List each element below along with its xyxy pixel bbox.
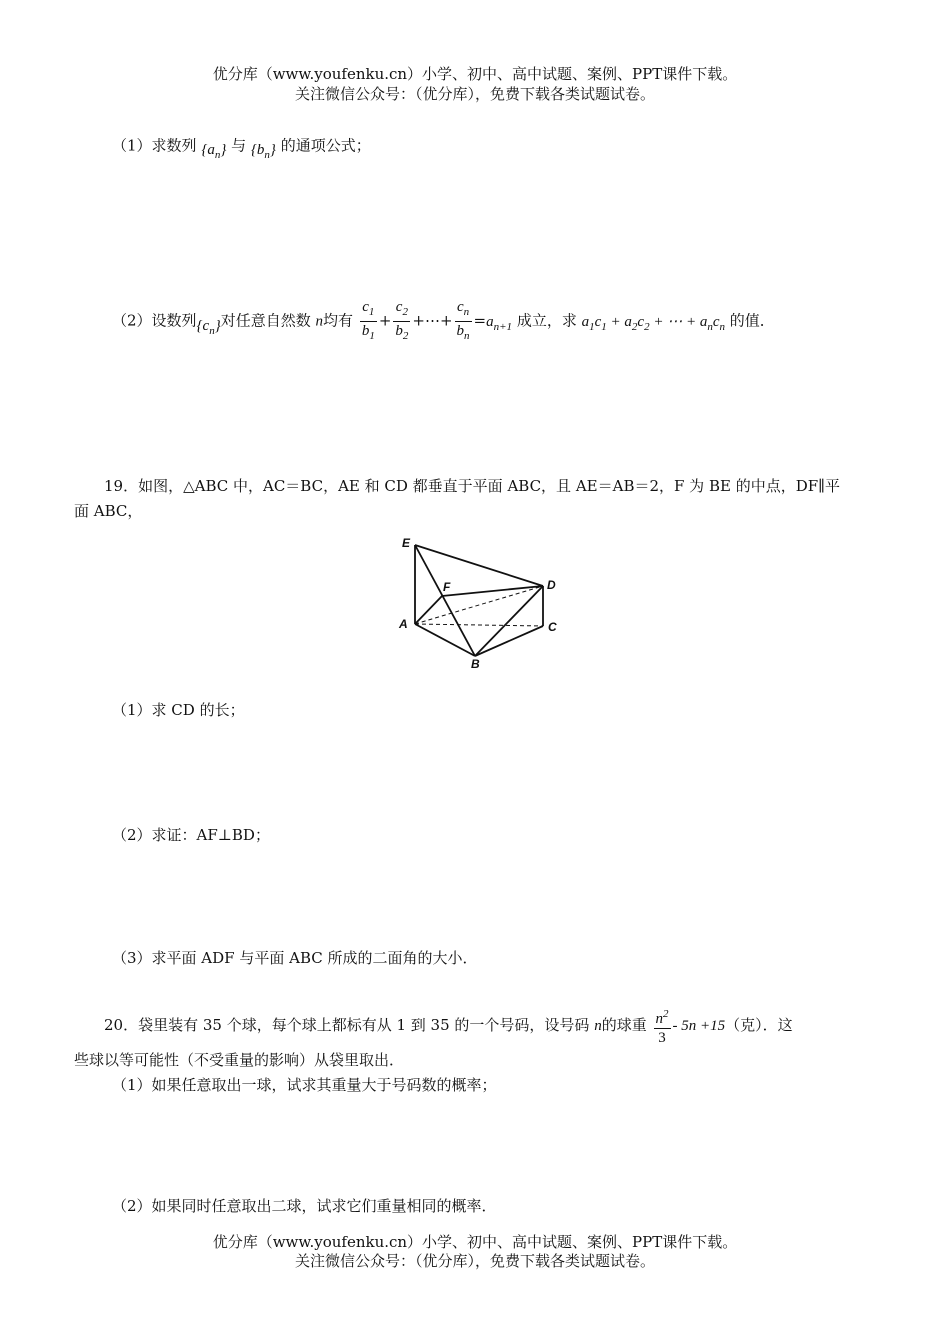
geometry-figure: [395, 530, 565, 670]
q19-part1: （1）求 CD 的长；: [112, 701, 245, 719]
label-C: C: [548, 620, 557, 634]
label-F: F: [443, 580, 451, 594]
header-line-1: 优分库（www.youfenku.cn）小学、初中、高中试题、案例、PPT课件下载。: [212, 65, 738, 83]
q20-stem-mid: 的球重: [601, 1016, 647, 1034]
q18-part2-suffix: 的值．: [729, 311, 775, 330]
q18-part2: （2）设数列$\{c_n\}$对任意自然数 n均有 $\frac{c_1}{b_1}$ + $\frac{c_2}{b_2}$ +⋯+ $\frac{c_n}{b_n}$ $=a_{n+1}$ 成立，求 $a_1c_1 + a_2c_2$ + ⋯ + $a_nc_n$ 的值．: [112, 290, 775, 353]
q20-stem-prefix: 20．袋里装有 35 个球，每个球上都标有从 1 到 35 的一个号码，设号码: [104, 1016, 590, 1034]
q20-stem-suffix: （克）．这: [725, 1016, 793, 1034]
footer-line-1: 优分库（www.youfenku.cn）小学、初中、高中试题、案例、PPT课件下载。: [212, 1233, 738, 1251]
q18-part1: [112, 128, 371, 165]
label-E: E: [402, 536, 411, 550]
q19-part2: （2）求证：AF⊥BD；: [112, 826, 270, 844]
frac-c2-b2: $\frac{c_2}{b_2}$: [395, 299, 409, 342]
sum-expression: $a_1c_1 + a_2c_2$ + ⋯ + $a_nc_n$: [581, 313, 726, 333]
a-n-plus-1: $a_{n+1}$: [486, 313, 513, 333]
frac-n2-3: $\frac{n^2}{3}$: [654, 1005, 671, 1047]
q18-part2-mid: 对任意自然数: [220, 311, 311, 330]
footer-line-2: 关注微信公众号：（优分库），免费下载各类试题试卷。: [294, 1252, 655, 1270]
q20-stem-line1: [104, 1000, 793, 1051]
frac-cn-bn: $\frac{c_n}{b_n}$: [456, 299, 470, 342]
q19-part3: （3）求平面 ADF 与平面 ABC 所成的二面角的大小．: [112, 949, 478, 967]
seq-b-n: $\{b_n\}$: [250, 142, 276, 161]
q20-part1: （1）如果任意取出一球，试求其重量大于号码数的概率；: [112, 1076, 497, 1094]
q18-part2-prefix: （2）设数列: [112, 311, 197, 330]
q18-part1-suffix: 的通项公式；: [280, 136, 371, 155]
weight-expression: - 5n +15: [672, 1018, 726, 1034]
q20-stem-line2: 些球以等可能性（不受重量的影响）从袋里取出．: [74, 1051, 405, 1069]
q18-part1-prefix: （1）求数列: [112, 136, 197, 155]
label-B: B: [471, 657, 480, 670]
label-A: A: [399, 617, 408, 631]
q18-part2-holds: 成立，求: [516, 311, 577, 330]
seq-c-n: $\{c_n\}$: [196, 318, 221, 337]
seq-a-n: $\{a_n\}$: [201, 142, 227, 161]
var-n: n: [315, 313, 324, 330]
header-line-2: 关注微信公众号：（优分库），免费下载各类试题试卷。: [294, 85, 655, 103]
q20-var-n: n: [594, 1018, 602, 1034]
q19-stem-line2: 面 ABC，: [74, 502, 143, 520]
q18-part1-and: 与: [231, 136, 247, 155]
q20-part2: （2）如果同时任意取出二球，试求它们重量相同的概率．: [112, 1197, 497, 1215]
frac-c1-b1: $\frac{c_1}{b_1}$: [361, 299, 375, 342]
label-D: D: [547, 578, 556, 592]
q19-stem-line1: 19．如图，△ABC 中，AC＝BC，AE 和 CD 都垂直于平面 ABC，且 AE＝AB＝2，F 为 BE 的中点，DF∥平: [104, 477, 841, 495]
q18-part2-mid2: 均有: [323, 311, 354, 330]
